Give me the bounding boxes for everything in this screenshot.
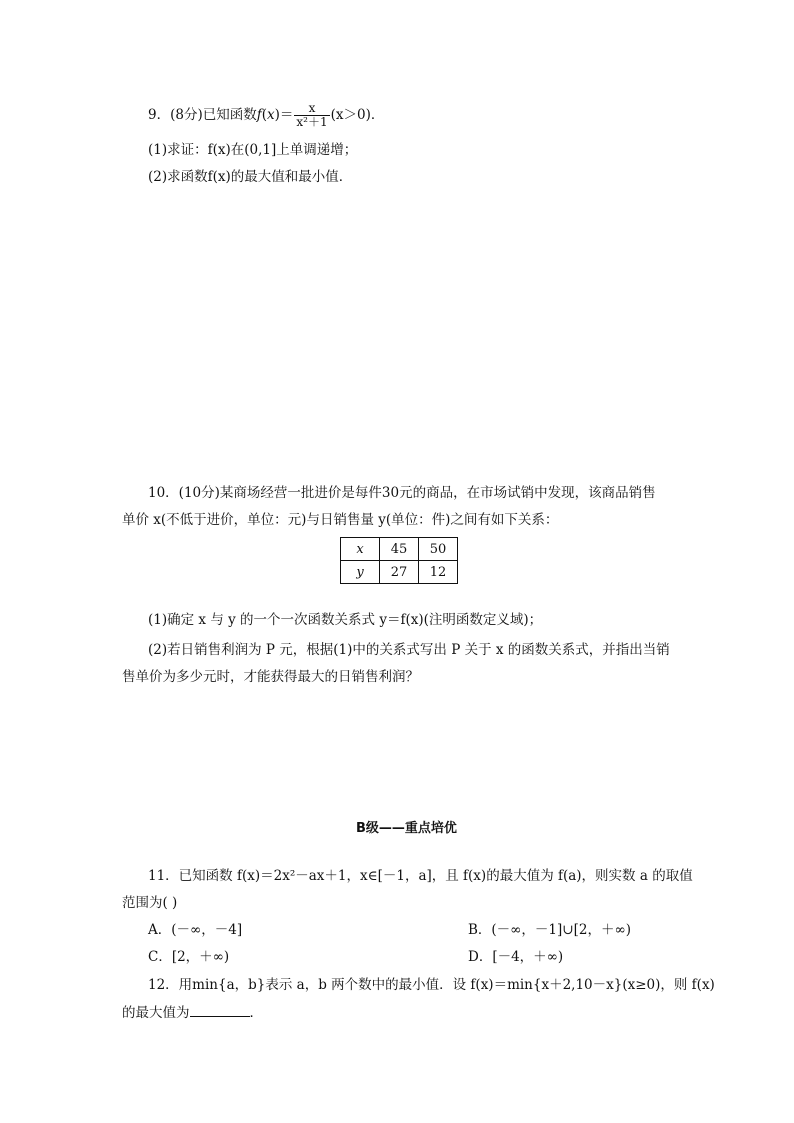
q11-line2: 范围为( ) xyxy=(122,895,178,911)
section-heading: B级——重点培优 xyxy=(356,821,457,836)
table-cell: x xyxy=(341,538,380,561)
q10-part1: (1)确定 x 与 y 的一个一次函数关系式 y＝f(x)(注明函数定义域)； xyxy=(148,612,543,628)
table-cell: 45 xyxy=(380,538,419,561)
q11-option-d: D．[－4，＋∞) xyxy=(468,949,564,965)
q12-line2-prefix: 的最大值为 xyxy=(122,1005,190,1021)
q9-frac-num: x xyxy=(308,101,316,115)
q9-fraction xyxy=(294,102,329,129)
q9-frac-den: x²＋1 xyxy=(296,115,328,129)
q9-f: f xyxy=(256,107,262,123)
table-row xyxy=(341,538,458,561)
q9-part1: (1)求证：f(x)在(0,1]上单调递增； xyxy=(148,142,358,158)
table-row xyxy=(341,561,458,584)
table-cell: 27 xyxy=(380,561,419,584)
q11-option-a: A．(－∞，－4] xyxy=(148,922,243,938)
q9-suffix: (x＞0)． xyxy=(330,107,385,123)
q10-line1: 10．(10分)某商场经营一批进价是每件30元的商品，在市场试销中发现，该商品销售 xyxy=(148,485,656,501)
table-cell: 12 xyxy=(419,561,458,584)
q11-line1: 11．已知函数 f(x)＝2x²－ax＋1，x∈[－1，a]，且 f(x)的最大值为 f(a)，则实数 a 的取值 xyxy=(148,868,693,884)
q12-line2 xyxy=(122,1002,263,1023)
q12-line1: 12．用min{a，b}表示 a，b 两个数中的最小值．设 f(x)＝min{x＋2,10－x}(x≥0)，则 f(x) xyxy=(148,977,715,993)
q9-prefix: 9．(8分)已知函数 xyxy=(148,107,257,123)
q12-line2-suffix: ． xyxy=(249,1005,263,1021)
q10-line2: 单价 x(不低于进价，单位：元)与日销售量 y(单位：件)之间有如下关系： xyxy=(122,512,559,528)
q10-part2-line1: (2)若日销售利润为 P 元，根据(1)中的关系式写出 P 关于 x 的函数关系式，并指出当销 xyxy=(148,642,670,658)
q11-option-c: C．[2，＋∞) xyxy=(148,949,230,965)
q9-part2: (2)求函数f(x)的最大值和最小值． xyxy=(148,169,353,185)
answer-blank xyxy=(190,1002,250,1017)
table-cell: 50 xyxy=(419,538,458,561)
q10-part2-line2: 售单价为多少元时，才能获得最大的日销售利润？ xyxy=(122,669,419,685)
table-cell: y xyxy=(341,561,380,584)
q10-table xyxy=(340,537,458,584)
q9-x: x xyxy=(267,107,275,123)
q11-option-b: B．(－∞，－1]∪[2，＋∞) xyxy=(468,922,631,938)
q9-stem: 9．(8分)已知函数f(x)＝ $\frac{x}{\text{x²＋1}}$ (x＞0)． xyxy=(148,101,385,129)
